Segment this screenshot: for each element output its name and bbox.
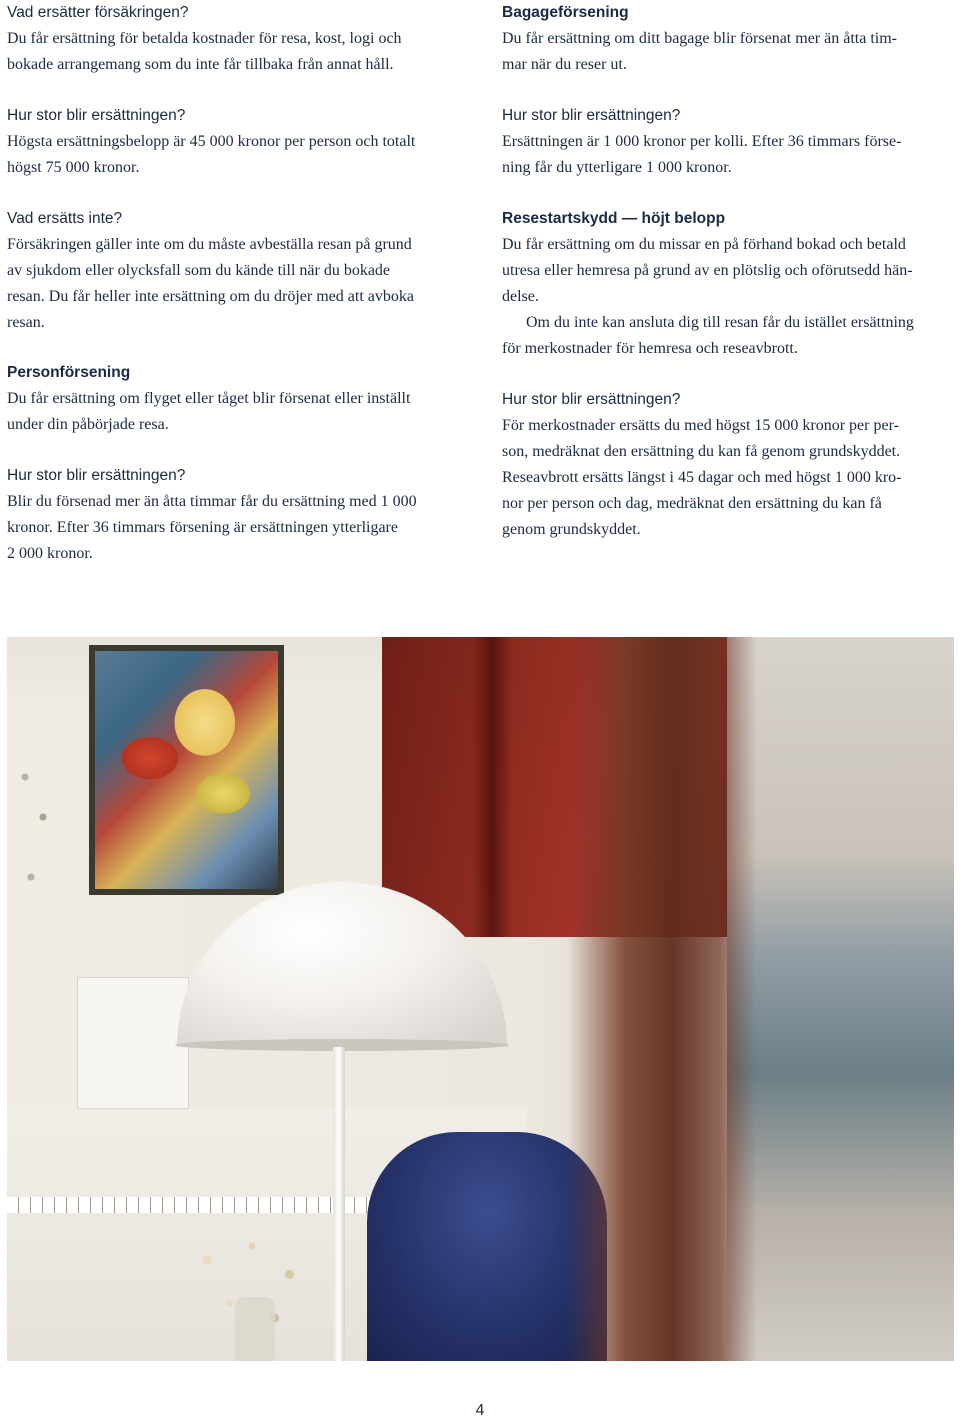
body-line: Blir du försenad mer än åtta timmar får du ersättning med 1 000 [7,493,417,510]
page-number: 4 [475,1402,485,1419]
body-line: Högsta ersättningsbelopp är 45 000 kronor per person och totalt [7,133,416,150]
heading-hur-stor-1: Hur stor blir ersättningen? [7,107,186,124]
body-line: ning får du ytterligare 1 000 kronor. [502,159,732,176]
body-line: bokade arrangemang som du inte får tillbaka från annat håll. [7,56,394,73]
body-line: För merkostnader ersätts du med högst 15 000 kronor per per- [502,417,899,434]
body-line: Du får ersättning om du missar en på förhand bokad och betald [502,236,906,253]
body-line: 2 000 kronor. [7,545,93,562]
right-column [502,0,954,543]
body-line: mar när du reser ut. [502,56,627,73]
interior-photo [7,637,954,1361]
body-line: son, medräknat den ersättning du kan få genom grundskyddet. [502,443,901,460]
dried-plant [7,737,67,937]
body-line: Du får ersättning om flyget eller tåget blir försenat eller inställt [7,390,411,407]
body-line: av sjukdom eller olycksfall som du kände till när du bokade [7,262,391,279]
body-line: Ersättningen är 1 000 kronor per kolli. Efter 36 timmars förse- [502,133,902,150]
glass-vase [235,1297,275,1361]
heading-hur-stor-3: Hur stor blir ersättningen? [502,107,681,124]
window [727,637,954,1361]
blurred-foreground [567,637,757,1361]
body-line: högst 75 000 kronor. [7,159,140,176]
sheet-music [77,977,189,1109]
heading-personforsening: Personförsening [7,364,131,381]
abstract-painting [89,645,284,895]
body-line: utresa eller hemresa på grund av en plötslig och oförutsedd hän- [502,262,913,279]
lamp-stem [333,1047,345,1361]
body-line: Reseavbrott ersätts längst i 45 dagar och med högst 1 000 kro- [502,469,902,486]
heading-bagageforsening: Bagageförsening [502,4,629,21]
body-line: för merkostnader för hemresa och reseavbrott. [502,340,798,357]
body-line: kronor. Efter 36 timmars försening är ersättningen ytterligare [7,519,398,536]
left-column [7,0,459,567]
body-line: delse. [502,288,539,305]
body-line: resan. Du får heller inte ersättning om du dröjer med att avboka [7,288,414,305]
heading-hur-stor-2: Hur stor blir ersättningen? [7,467,186,484]
body-line: nor per person och dag, medräknat den ersättning du kan få [502,495,882,512]
body-line: resan. [7,314,45,331]
body-line: genom grundskyddet. [502,521,641,538]
heading-resestartskydd: Resestartskydd — höjt belopp [502,210,726,227]
body-line-indented: Om du inte kan ansluta dig till resan får du istället ersättning [526,314,914,331]
body-line: Du får ersättning för betalda kostnader för resa, kost, logi och [7,30,402,47]
body-line: Du får ersättning om ditt bagage blir försenat mer än åtta tim- [502,30,897,47]
body-line: Försäkringen gäller inte om du måste avbeställa resan på grund [7,236,412,253]
heading-vad-ersatter: Vad ersätter försäkringen? [7,4,189,21]
heading-vad-ersatts-inte: Vad ersätts inte? [7,210,123,227]
heading-hur-stor-4: Hur stor blir ersättningen? [502,391,681,408]
body-line: under din påbörjade resa. [7,416,169,433]
